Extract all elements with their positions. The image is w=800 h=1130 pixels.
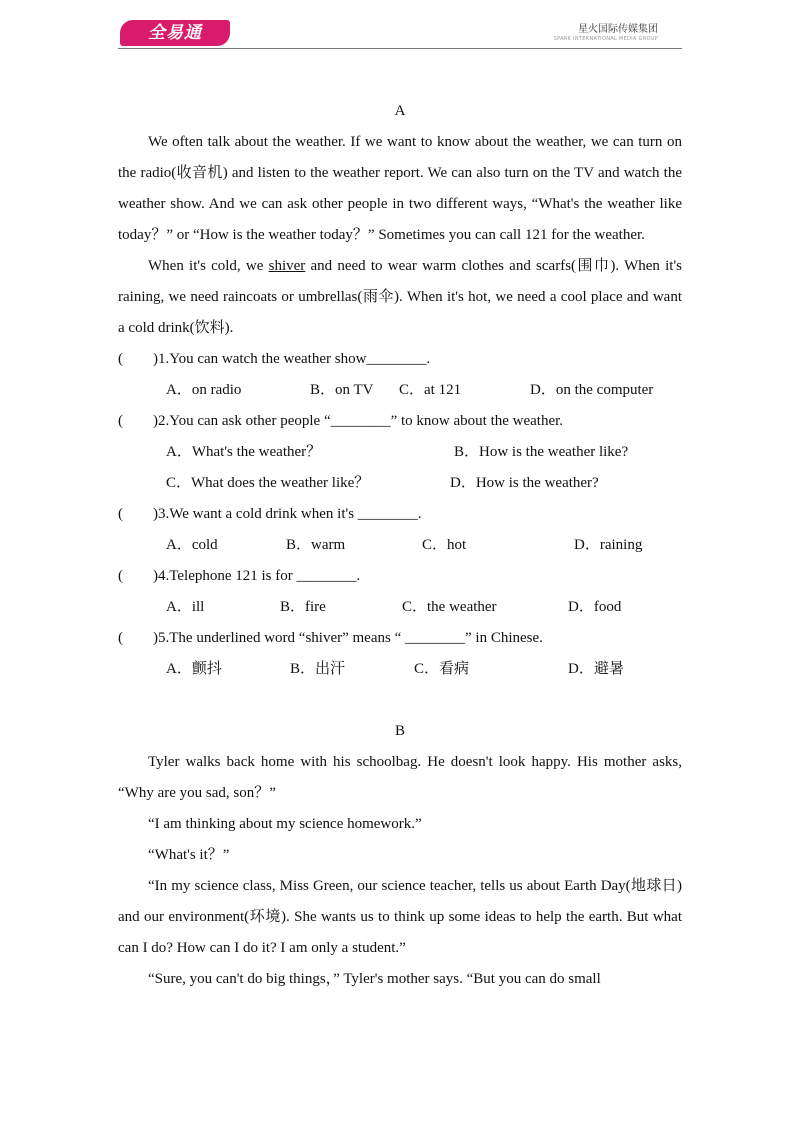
option-b[interactable]: B．出汗 bbox=[290, 661, 346, 677]
section-a-title: A bbox=[394, 103, 406, 119]
publisher-subtitle: SPARK INTERNATIONAL MEDIA GROUP bbox=[553, 36, 658, 42]
option-c[interactable]: C．What does the weather like？ bbox=[166, 475, 370, 491]
option-a[interactable]: A．on radio bbox=[166, 382, 242, 398]
answer-blank[interactable]: ( ) bbox=[118, 506, 158, 522]
option-d[interactable]: D．food bbox=[568, 599, 622, 615]
para2-text-after: and need to wear warm clothes and scarfs(围巾). When it's raining, we need raincoats or umbrellas(雨伞). When it's hot, we need a cool place and want a cold drink(饮料). bbox=[118, 258, 682, 336]
option-d[interactable]: D．raining bbox=[574, 537, 643, 553]
brand-logo: 全易通 bbox=[120, 20, 230, 46]
question-2-options-row-2 bbox=[118, 468, 682, 499]
question-3-options bbox=[118, 530, 682, 561]
option-b[interactable]: B．fire bbox=[280, 599, 326, 615]
option-a[interactable]: A．What's the weather？ bbox=[166, 444, 322, 460]
section-b-paragraph-4: “In my science class, Miss Green, our science teacher, tells us about Earth Day(地球日) and our environment(环境). She wants us to think up some ideas to help the earth. But what can I do? How can I do it? I am only a student.” bbox=[118, 878, 682, 956]
publisher-block bbox=[554, 24, 658, 42]
section-a-paragraph-1: We often talk about the weather. If we want to know about the weather, we can turn on the radio(收音机) and listen to the weather report. We can also turn on the TV and watch the weather show. And we can ask other people in two different ways, “What's the weather like today？” or “How is the weather today？” Sometimes you can call 121 for the weather. bbox=[118, 134, 682, 243]
question-4 bbox=[118, 561, 682, 592]
question-text: 2.You can ask other people “________” to know about the weather. bbox=[158, 413, 564, 429]
section-b-paragraph-5: “Sure, you can't do big things，” Tyler's mother says. “But you can do small bbox=[148, 971, 601, 987]
section-b-paragraph-1: Tyler walks back home with his schoolbag. He doesn't look happy. His mother asks, “Why are you sad, son？” bbox=[118, 754, 682, 801]
page-header bbox=[118, 18, 682, 50]
header-divider bbox=[118, 48, 682, 49]
section-a-paragraph-2 bbox=[118, 251, 682, 344]
option-d[interactable]: D．on the computer bbox=[530, 382, 654, 398]
answer-blank[interactable]: ( ) bbox=[118, 413, 158, 429]
question-text: 5.The underlined word “shiver” means “ ________” in Chinese. bbox=[158, 630, 543, 646]
option-a[interactable]: A．cold bbox=[166, 537, 218, 553]
question-5-options bbox=[118, 654, 682, 685]
section-b-title: B bbox=[394, 723, 405, 739]
option-c[interactable]: C．the weather bbox=[402, 599, 497, 615]
option-a[interactable]: A．颤抖 bbox=[166, 661, 222, 677]
answer-blank[interactable]: ( ) bbox=[118, 630, 158, 646]
para2-text-before: When it's cold, we bbox=[148, 258, 269, 274]
question-5 bbox=[118, 623, 682, 654]
option-c[interactable]: C．at 121 bbox=[399, 382, 462, 398]
option-c[interactable]: C．看病 bbox=[414, 661, 470, 677]
question-2 bbox=[118, 406, 682, 437]
answer-blank[interactable]: ( ) bbox=[118, 351, 158, 367]
section-b-paragraph-2: “I am thinking about my science homework.” bbox=[148, 816, 422, 832]
option-a[interactable]: A．ill bbox=[166, 599, 205, 615]
option-b[interactable]: B．on TV bbox=[310, 382, 374, 398]
option-d[interactable]: D．避暑 bbox=[568, 661, 624, 677]
option-c[interactable]: C．hot bbox=[422, 537, 467, 553]
question-3 bbox=[118, 499, 682, 530]
question-1-options bbox=[118, 375, 682, 406]
question-text: 4.Telephone 121 is for ________. bbox=[158, 568, 361, 584]
document-body bbox=[118, 96, 682, 995]
publisher-name: 星火国际传媒集团 bbox=[578, 24, 658, 35]
section-spacer bbox=[118, 685, 682, 716]
option-d[interactable]: D．How is the weather? bbox=[450, 475, 599, 491]
question-4-options bbox=[118, 592, 682, 623]
underlined-word: shiver bbox=[268, 258, 306, 274]
question-1 bbox=[118, 344, 682, 375]
option-b[interactable]: B．warm bbox=[286, 537, 346, 553]
question-text: 1.You can watch the weather show________. bbox=[158, 351, 431, 367]
question-text: 3.We want a cold drink when it's ________. bbox=[158, 506, 422, 522]
question-2-options-row-1 bbox=[118, 437, 682, 468]
section-b-paragraph-3: “What's it？” bbox=[148, 847, 230, 863]
option-b[interactable]: B．How is the weather like? bbox=[454, 444, 629, 460]
answer-blank[interactable]: ( ) bbox=[118, 568, 158, 584]
